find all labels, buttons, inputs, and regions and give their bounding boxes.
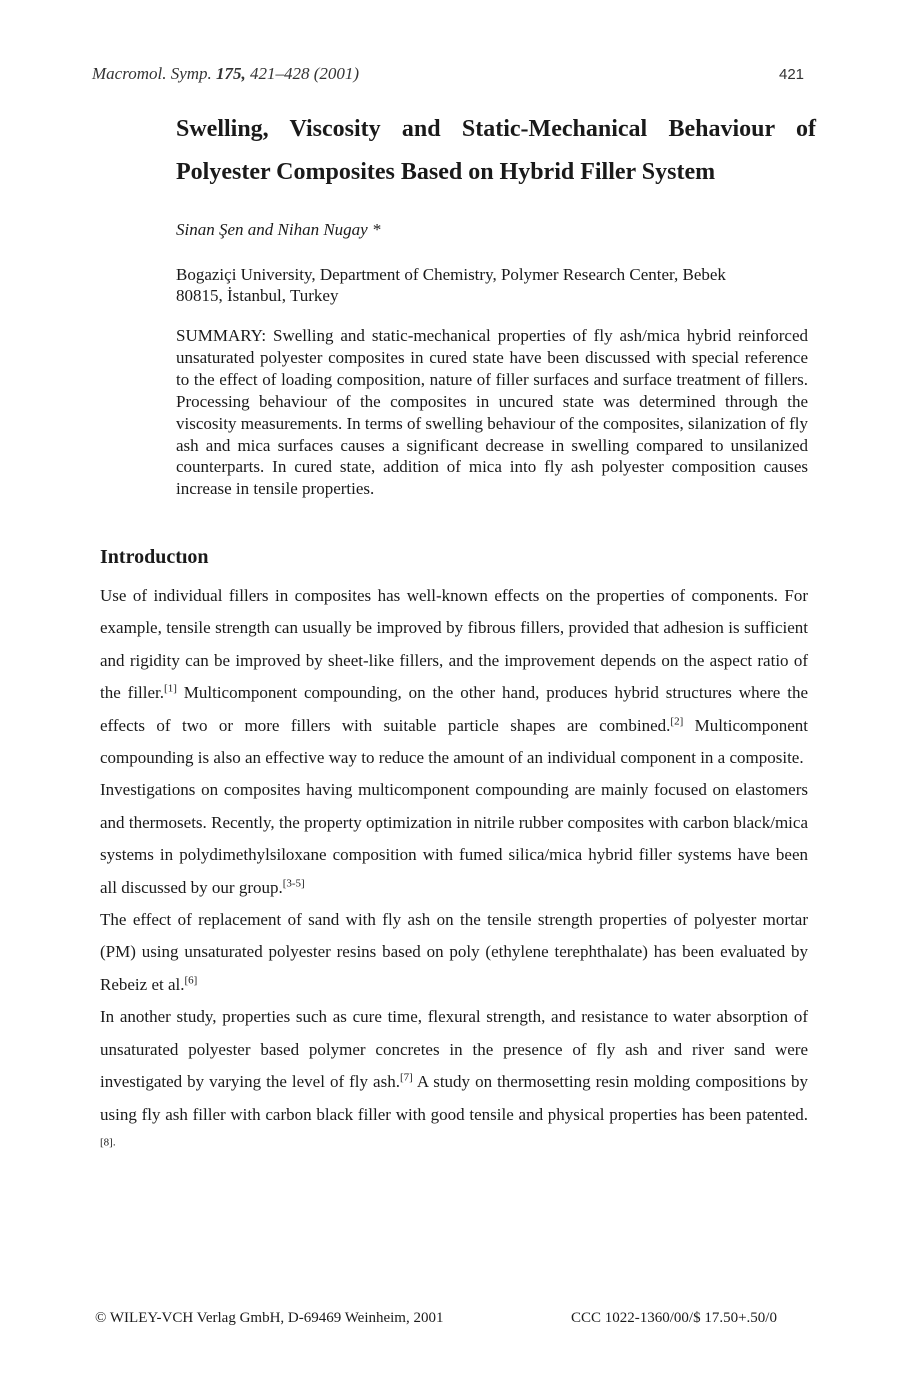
citation-6: [6] xyxy=(184,974,198,987)
paragraph-4: In another study, properties such as cure time, flexural strength, and resistance to water absorption of unsaturated polyester based polymer concretes in the presence of fly ash and river sand were investigated by varying the level of fly ash.[7] A study on thermosetting resin molding compositions by using fly ash filler with carbon black filler with good tensile and physical properties has been patented.$^{[8].}$ xyxy=(100,1007,809,1149)
affiliation-line-1: Bogaziçi University, Department of Chemistry, Polymer Research Center, Bebek xyxy=(176,265,726,284)
affiliation xyxy=(176,264,816,306)
journal-name: Macromol. Symp. xyxy=(92,64,212,83)
introduction-body xyxy=(100,580,808,1163)
journal-volume: 175, xyxy=(216,64,246,83)
footer-ccc-code: CCC 1022-1360/00/$ 17.50+.50/0 xyxy=(571,1310,777,1326)
citation-3-5: [3-5] xyxy=(282,877,305,889)
paragraph-2: Investigations on composites having multicomponent compounding are mainly focused on elastomers and thermosets. Recently, the property optimization in nitrile rubber composites with carbon black/mica systems in polydimethylsiloxane composition with fumed silica/mica hybrid filler systems have been all discussed by our group.[3-5] xyxy=(100,780,808,897)
title-line-2: Polyester Composites Based on Hybrid Filler System xyxy=(176,159,716,185)
paper-title xyxy=(176,108,816,194)
citation-1: [1] xyxy=(164,682,177,695)
paragraph-3: The effect of replacement of sand with fly ash on the tensile strength properties of polyester mortar (PM) using unsaturated polyester resins based on poly (ethylene terephthalate) has been evaluated by Rebeiz et al.[6] xyxy=(100,910,808,994)
title-line-1: Swelling, Viscosity and Static-Mechanical Behaviour of xyxy=(176,116,816,142)
affiliation-line-2: 80815, İstanbul, Turkey xyxy=(176,286,339,305)
footer-copyright: © WILEY-VCH Verlag GmbH, D-69469 Weinheim, 2001 xyxy=(95,1310,444,1326)
journal-citation xyxy=(92,64,359,84)
authors: Sinan Şen and Nihan Nugay * xyxy=(176,220,381,239)
citation-7: [7] xyxy=(399,1071,413,1084)
page-number: 421 xyxy=(779,66,805,83)
paragraph-1: Use of individual fillers in composites has well-known effects on the properties of components. For example, tensile strength can usually be improved by fibrous fillers, provided that adhesion is sufficient and rigidity can be improved by sheet-like fillers, and the improvement depends on the aspect ratio of the filler.[1] Multicomponent compounding, on the other hand, produces hybrid structures where the effects of two or more fillers with suitable particle shapes are combined.[2] Multicomponent compounding is also an effective way to reduce the amount of an individual component in a composite. xyxy=(100,586,808,768)
journal-pages-year: 421–428 (2001) xyxy=(250,64,360,83)
citation-2: [2] xyxy=(670,714,684,727)
summary-abstract: SUMMARY: Swelling and static-mechanical properties of fly ash/mica hybrid reinforced unsaturated polyester composites in cured state have been discussed with special reference to the effect of loading composition, nature of filler surfaces and surface treatment of fillers. Processing behaviour of the composites in uncured state was determined through the viscosity measurements. In terms of swelling behaviour of the composites, silanization of fly ash and mica surfaces causes a significant decrease in swelling compared to unsilanized counterparts. In cured state, addition of mica into fly ash polyester composition causes increase in tensile properties. xyxy=(176,326,808,499)
section-heading-introduction: Introductıon xyxy=(100,546,209,568)
citation-8: [8]. xyxy=(100,1136,116,1149)
